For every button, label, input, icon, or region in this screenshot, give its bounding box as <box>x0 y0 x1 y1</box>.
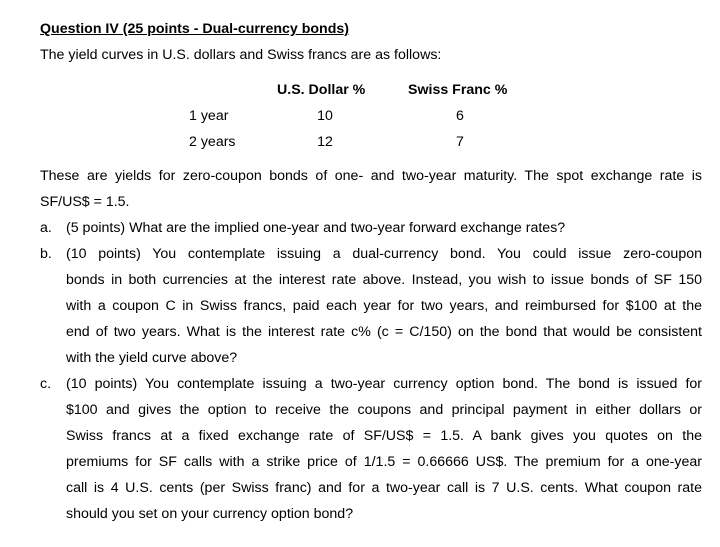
context-line: These are yields for zero-coupon bonds of one- and two-year maturity. The spot exchange rate is <box>40 168 702 184</box>
context-line: SF/US$ = 1.5. <box>40 194 130 210</box>
row-label-2-years: 2 years <box>189 134 236 150</box>
column-header-chf: Swiss Franc % <box>408 82 508 98</box>
part-c-line: $100 and gives the option to receive the coupons and principal payment in either dollars or <box>66 402 702 418</box>
chf-yield-2-years: 7 <box>456 134 464 150</box>
cropped-previous-line <box>40 0 680 3</box>
part-c-line: Swiss francs at a fixed exchange rate of SF/US$ = 1.5. A bank gives you quotes on the <box>66 428 702 444</box>
usd-yield-1-year: 10 <box>317 108 333 124</box>
part-a-text <box>66 215 702 241</box>
part-c-marker: c. <box>40 376 52 392</box>
question-intro: The yield curves in U.S. dollars and Swiss francs are as follows: <box>40 47 442 63</box>
part-b-line: bonds in both currencies at the interest rate above. Instead, you wish to issue bonds of SF 150 <box>66 272 702 288</box>
column-header-usd: U.S. Dollar % <box>277 82 366 98</box>
part-a-marker: a. <box>40 220 52 236</box>
part-b-text <box>66 241 702 371</box>
part-c-line: premiums for SF calls with a strike price of 1/1.5 = 0.66666 US$. The premium for a one-year <box>66 454 702 470</box>
chf-yield-1-year: 6 <box>456 108 464 124</box>
part-b-marker: b. <box>40 246 52 262</box>
part-a-line: (5 points) What are the implied one-year and two-year forward exchange rates? <box>66 220 566 236</box>
part-c-line: call is 4 U.S. cents (per Swiss franc) and for a two-year call is 7 U.S. cents. What coupon rate <box>66 480 702 496</box>
part-b-line: with the yield curve above? <box>66 350 238 366</box>
part-c-line: (10 points) You contemplate issuing a two-year currency option bond. The bond is issued for <box>66 376 702 392</box>
question-heading: Question IV (25 points - Dual-currency bonds) <box>40 21 350 37</box>
context-paragraph <box>40 163 702 215</box>
part-b-line: (10 points) You contemplate issuing a dual-currency bond. You could issue zero-coupon <box>66 246 702 262</box>
part-c-line: should you set on your currency option bond? <box>66 506 354 522</box>
row-label-1-year: 1 year <box>189 108 229 124</box>
part-c-text <box>66 371 702 527</box>
part-b-line: with a coupon C in Swiss francs, paid each year for two years, and reimbursed for $100 at the <box>66 298 702 314</box>
part-b-line: end of two years. What is the interest rate c% (c = C/150) on the bond that would be consistent <box>66 324 702 340</box>
usd-yield-2-years: 12 <box>317 134 333 150</box>
